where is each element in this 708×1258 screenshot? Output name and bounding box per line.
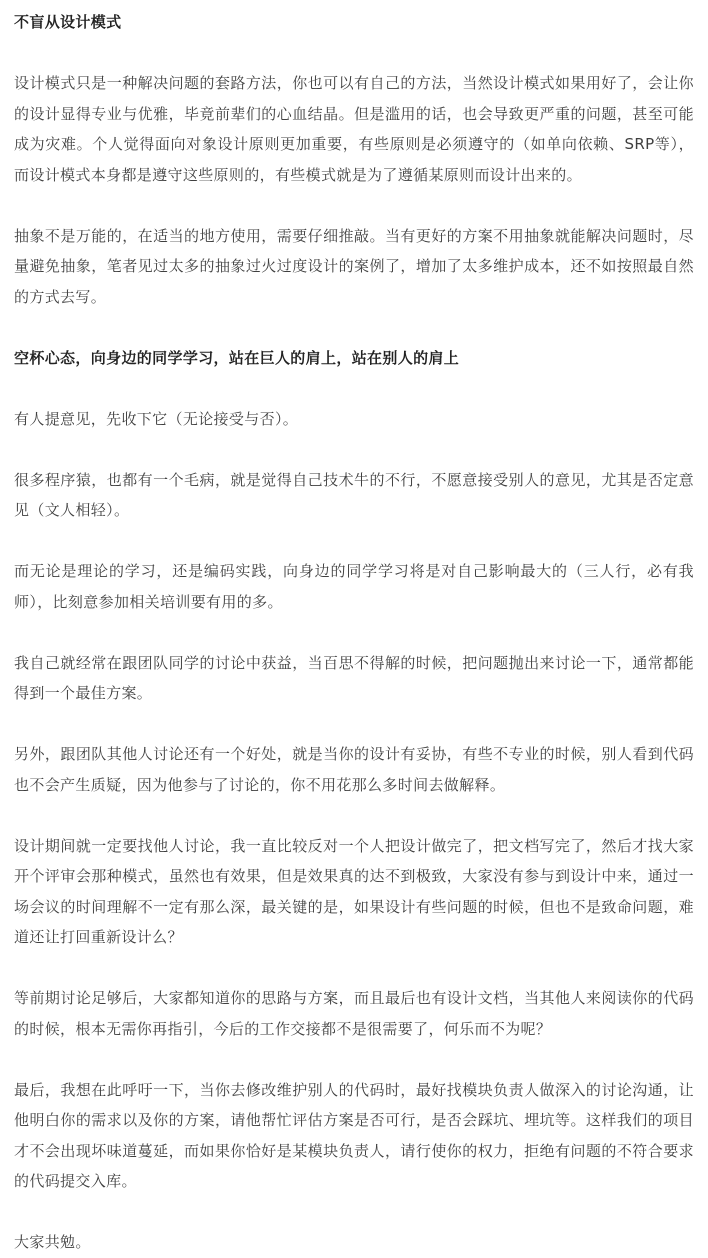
paragraph-design-docs: 等前期讨论足够后，大家都知道你的思路与方案，而且最后也有设计文档，当其他人来阅读你的代码的时候，根本无需你再指引，今后的工作交接都不是很需要了，何乐而不为呢？	[14, 989, 694, 1038]
paragraph-team-discussion: 我自己就经常在跟团队同学的讨论中获益，当百思不得解的时候，把问题抛出来讨论一下，通常都能得到一个最佳方案。	[14, 653, 694, 702]
paragraph-design-review: 设计期间就一定要找他人讨论，我一直比较反对一个人把设计做完了，把文档写完了，然后才找大家开个评审会那种模式，虽然也有效果，但是效果真的达不到极致，大家没有参与到设计中来，通过一场会议的时间理解不一定有那么深，最关键的是，如果设计有些问题的时候，但也不是致命问题，难道还让打回重新设计么？	[14, 836, 694, 946]
section-heading-design-patterns: 不盲从设计模式	[14, 13, 122, 31]
paragraph-accept-feedback: 有人提意见，先收下它（无论接受与否）。	[14, 409, 299, 428]
paragraph-abstraction: 抽象不是万能的，在适当的地方使用，需要仔细推敲。当有更好的方案不用抽象就能解决问题时，尽量避免抽象，笔者见过太多的抽象过火过度设计的案例了，增加了太多维护成本，还不如按照最自然的方式去写。	[14, 226, 694, 306]
section-heading-empty-cup: 空杯心态，向身边的同学学习，站在巨人的肩上，站在别人的肩上	[14, 348, 460, 367]
paragraph-learn-from-peers: 而无论是理论的学习，还是编码实践，向身边的同学学习将是对自己影响最大的（三人行，必有我师），比刻意参加相关培训要有用的多。	[14, 562, 694, 611]
paragraph-closing: 大家共勉。	[14, 1233, 91, 1251]
paragraph-discussion-benefit: 另外，跟团队其他人讨论还有一个好处，就是当你的设计有妥协，有些不专业的时候，别人看到代码也不会产生质疑，因为他参与了讨论的，你不用花那么多时间去做解释。	[14, 745, 694, 794]
paragraph-module-owner: 最后，我想在此呼吁一下，当你去修改维护别人的代码时，最好找模块负责人做深入的讨论沟通，让他明白你的需求以及你的方案，请他帮忙评估方案是否可行，是否会踩坑、埋坑等。这样我们的项目才不会出现坏味道蔓延，而如果你恰好是某模块负责人，请行使你的权力，拒绝有问题的不符合要求的代码提交入库。	[14, 1080, 694, 1190]
paragraph-design-patterns: 设计模式只是一种解决问题的套路方法，你也可以有自己的方法，当然设计模式如果用好了，会让你的设计显得专业与优雅，毕竟前辈们的心血结晶。但是滥用的话，也会导致更严重的问题，甚至可能成为灾难。个人觉得面向对象设计原则更加重要，有些原则是必须遵守的（如单向依赖、SRP等），而设计模式本身都是遵守这些原则的，有些模式就是为了遵循某原则而设计出来的。	[14, 74, 694, 184]
paragraph-programmer-pride: 很多程序猿，也都有一个毛病，就是觉得自己技术牛的不行，不愿意接受别人的意见，尤其是否定意见（文人相轻）。	[14, 470, 694, 519]
